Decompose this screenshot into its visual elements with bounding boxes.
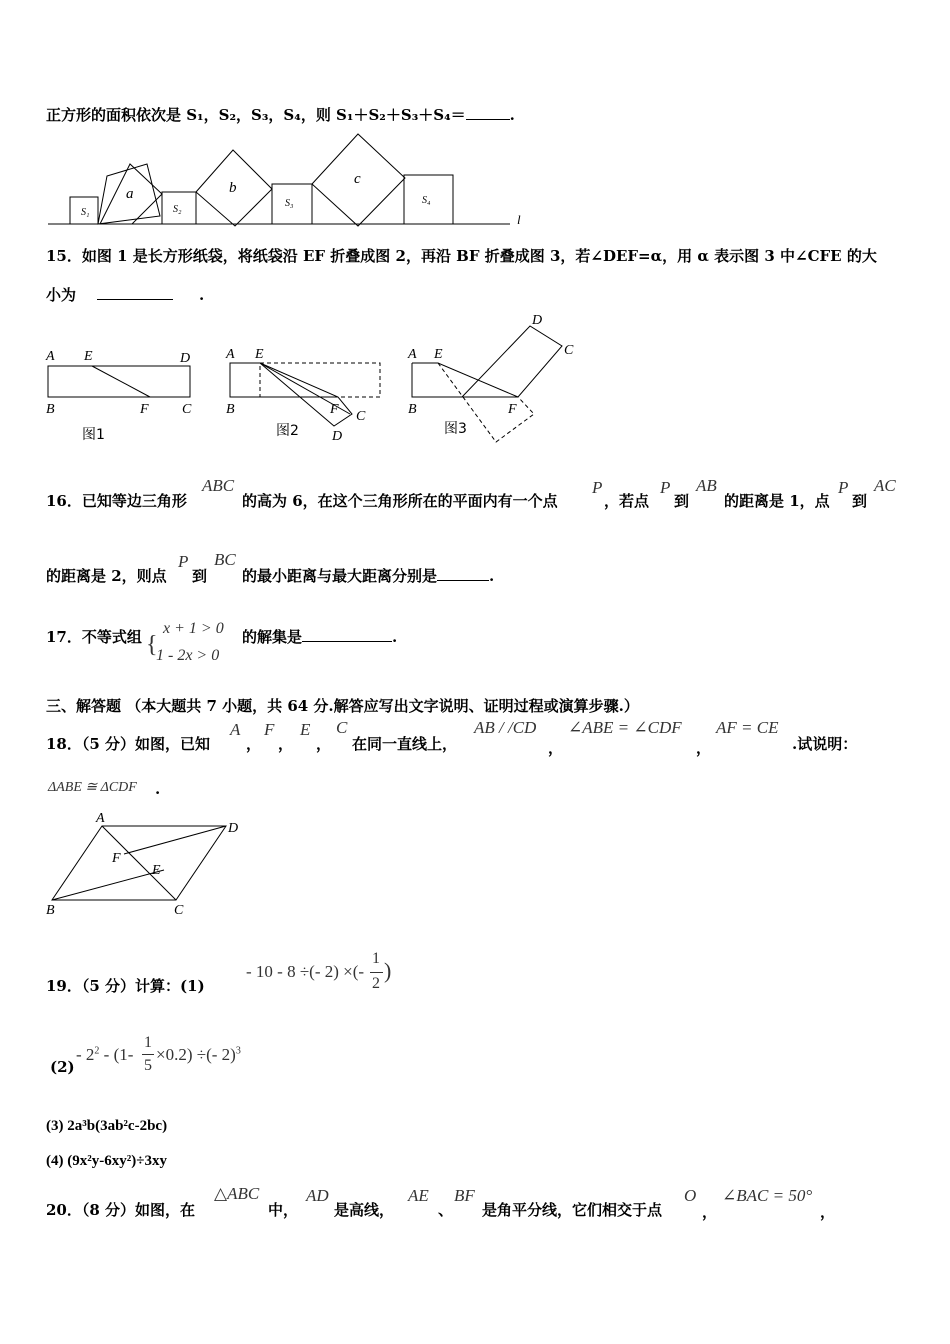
expr2: - $2^2 - (1-$	[76, 1045, 134, 1064]
q18-equal: AF = CE	[716, 718, 779, 737]
fig1-label-f: F	[140, 402, 149, 417]
squares-figure	[40, 130, 540, 230]
expr2-num: 1	[144, 1034, 152, 1051]
fig2-caption: 图2	[276, 423, 299, 439]
fig3-label-b: B	[408, 402, 417, 417]
line-df	[124, 826, 226, 854]
fig3-base	[412, 363, 518, 397]
label-s4: S₄	[422, 195, 431, 206]
fig1-label-d: D	[180, 351, 191, 366]
fig2-label-e: E	[255, 347, 264, 362]
q16-ac: AC	[874, 476, 896, 495]
fig2-label-d: D	[332, 429, 343, 444]
q20-text3: 是高线，	[334, 1201, 395, 1219]
q18-sep1: ，	[246, 735, 262, 753]
q16-text4: 到	[674, 492, 690, 510]
parallelogram-figure	[40, 810, 260, 920]
q14-text: 正方形的面积依次是 S₁，S₂，S₃，S₄，则 S₁＋S₂＋S₃＋S₄＝ .	[46, 106, 515, 124]
fig2-outline	[230, 363, 338, 397]
q16-text5: 的距离是 1，点	[724, 492, 830, 510]
fig1-label-b: B	[46, 402, 55, 417]
inequality-2: 1 - 2x > 0	[156, 647, 220, 664]
q20-o: O	[684, 1186, 697, 1205]
q16-p3: P	[838, 478, 849, 497]
fig3-label-c: C	[564, 343, 574, 358]
fig1-label-e: E	[84, 349, 93, 364]
folding-figures	[40, 310, 600, 450]
q16-bc: BC	[214, 550, 236, 569]
fig3-label-a: A	[408, 347, 417, 362]
label-b: B	[46, 903, 55, 918]
q20-angle: ∠BAC = 50°	[722, 1186, 813, 1205]
q15-line2: 小为 .	[46, 286, 205, 304]
fig3-label-e: E	[434, 347, 443, 362]
label-c: C	[174, 903, 184, 918]
label-b: b	[229, 180, 237, 196]
label-a: A	[96, 811, 105, 826]
q18-sep3: ，	[316, 735, 332, 753]
q18-text2: 在同一直线上，	[352, 735, 458, 753]
fig1-fold-ef	[92, 366, 150, 397]
answer-blank	[437, 566, 489, 581]
section-heading: 三、解答题 （本大题共 7 小题，共 64 分.解答应写出文字说明、证明过程或演算步骤.）	[46, 697, 639, 715]
label-s1: S₁	[81, 207, 90, 218]
q18-conclusion: ΔABE ≅ ΔCDF	[48, 780, 137, 795]
expr1-main: - 10 - 8 ÷(- 2) ×(-	[246, 962, 365, 981]
expr2-frac-bar	[142, 1054, 154, 1055]
expr1-paren: )	[384, 958, 392, 983]
q20-comma2: ，	[820, 1203, 836, 1221]
fig1-label-a: A	[46, 349, 55, 364]
q18-dot: .	[155, 780, 161, 798]
q18-c: C	[336, 718, 348, 737]
q20-text1: 20．（8 分）如图，在	[46, 1201, 196, 1219]
fig3-flap	[462, 326, 562, 397]
q18-parallel: AB / /CD	[474, 718, 537, 737]
q19-part3: (3) 2a³b(3ab²c-2bc)	[46, 1118, 168, 1134]
q18-sep5: ，	[696, 739, 712, 757]
q18-f: F	[264, 720, 275, 739]
q20-triangle: △ABC	[214, 1184, 260, 1203]
q17-text1: 17．不等式组	[46, 628, 142, 646]
q17-text2: 的解集是 .	[242, 628, 398, 646]
label-f: F	[112, 851, 121, 866]
answer-blank	[302, 627, 392, 642]
answer-blank	[466, 105, 510, 120]
label-a: a	[126, 186, 134, 202]
q16-text8: 到	[192, 567, 208, 585]
fig1-label-c: C	[182, 402, 192, 417]
fig2-dashed	[260, 363, 380, 397]
q19-part4: (4) (9x²y-6xy²)÷3xy	[46, 1153, 167, 1169]
fig2-label-a: A	[226, 347, 235, 362]
q20-text4: 是角平分线，它们相交于点	[482, 1201, 663, 1219]
q16-text7: 的距离是 2，则点	[46, 567, 167, 585]
label-e: E	[152, 863, 161, 878]
q16-p4: P	[178, 552, 189, 571]
fig3-top	[412, 363, 518, 397]
fig1-rect	[48, 366, 190, 397]
expr2-tail: ×0.2) ÷(- 2)$^3$	[156, 1045, 241, 1064]
inequality-1: x + 1 > 0	[163, 620, 224, 637]
q18-text3: .试说明：	[792, 735, 858, 753]
expr1-den: 2	[372, 975, 380, 992]
q16-text2: 的高为 6，在这个三角形所在的平面内有一个点	[242, 492, 558, 510]
fig2-label-c: C	[356, 409, 366, 424]
fig1-caption: 图1	[82, 427, 105, 443]
answer-blank	[97, 285, 173, 300]
q18-text1: 18．（5 分）如图，已知	[46, 735, 211, 753]
expr2-den: 5	[144, 1057, 152, 1074]
brace: {	[146, 632, 158, 658]
q20-bf: BF	[454, 1186, 475, 1205]
expr1-frac-bar	[370, 972, 383, 973]
q18-a: A	[230, 720, 241, 739]
q18-sep2: ，	[278, 735, 294, 753]
fig2-label-f: F	[330, 402, 339, 417]
fig3-label-d: D	[532, 313, 543, 328]
q18-sep4: ，	[548, 739, 564, 757]
label-d: D	[228, 821, 239, 836]
q16-p1: P	[592, 478, 603, 497]
q20-sep: 、	[438, 1201, 454, 1219]
q18-angle: ∠ABE = ∠CDF	[568, 718, 682, 737]
fig2-label-b: B	[226, 402, 235, 417]
fig3-caption: 图3	[444, 421, 467, 437]
q20-text2: 中，	[268, 1201, 299, 1219]
q16-abc: ABC	[202, 476, 235, 495]
q20-ae: AE	[408, 1186, 429, 1205]
q16-p2: P	[660, 478, 671, 497]
label-l: l	[517, 212, 521, 227]
q19-part2-label: (2)	[50, 1058, 75, 1076]
q16-text9: 的最小距离与最大距离分别是 .	[242, 567, 495, 585]
q16-text1: 16．已知等边三角形	[46, 492, 187, 510]
q20-comma1: ，	[702, 1203, 718, 1221]
q16-ab: AB	[696, 476, 717, 495]
q15-line1: 15．如图 1 是长方形纸袋，将纸袋沿 EF 折叠成图 2，再沿 BF 折叠成图 3，若∠DEF=α，用 α 表示图 3 中∠CFE 的大	[46, 247, 877, 265]
q16-text6: 到	[852, 492, 868, 510]
q19-text1: 19．（5 分）计算：(1)	[46, 977, 205, 995]
expr1-num: 1	[372, 950, 380, 967]
label-s3: S₃	[285, 198, 294, 209]
fig3-label-f: F	[508, 402, 517, 417]
label-s2: S₂	[173, 204, 182, 215]
q16-text3: ，若点	[604, 492, 650, 510]
q20-ad: AD	[306, 1186, 329, 1205]
q18-e: E	[300, 720, 311, 739]
label-c: c	[354, 171, 361, 187]
